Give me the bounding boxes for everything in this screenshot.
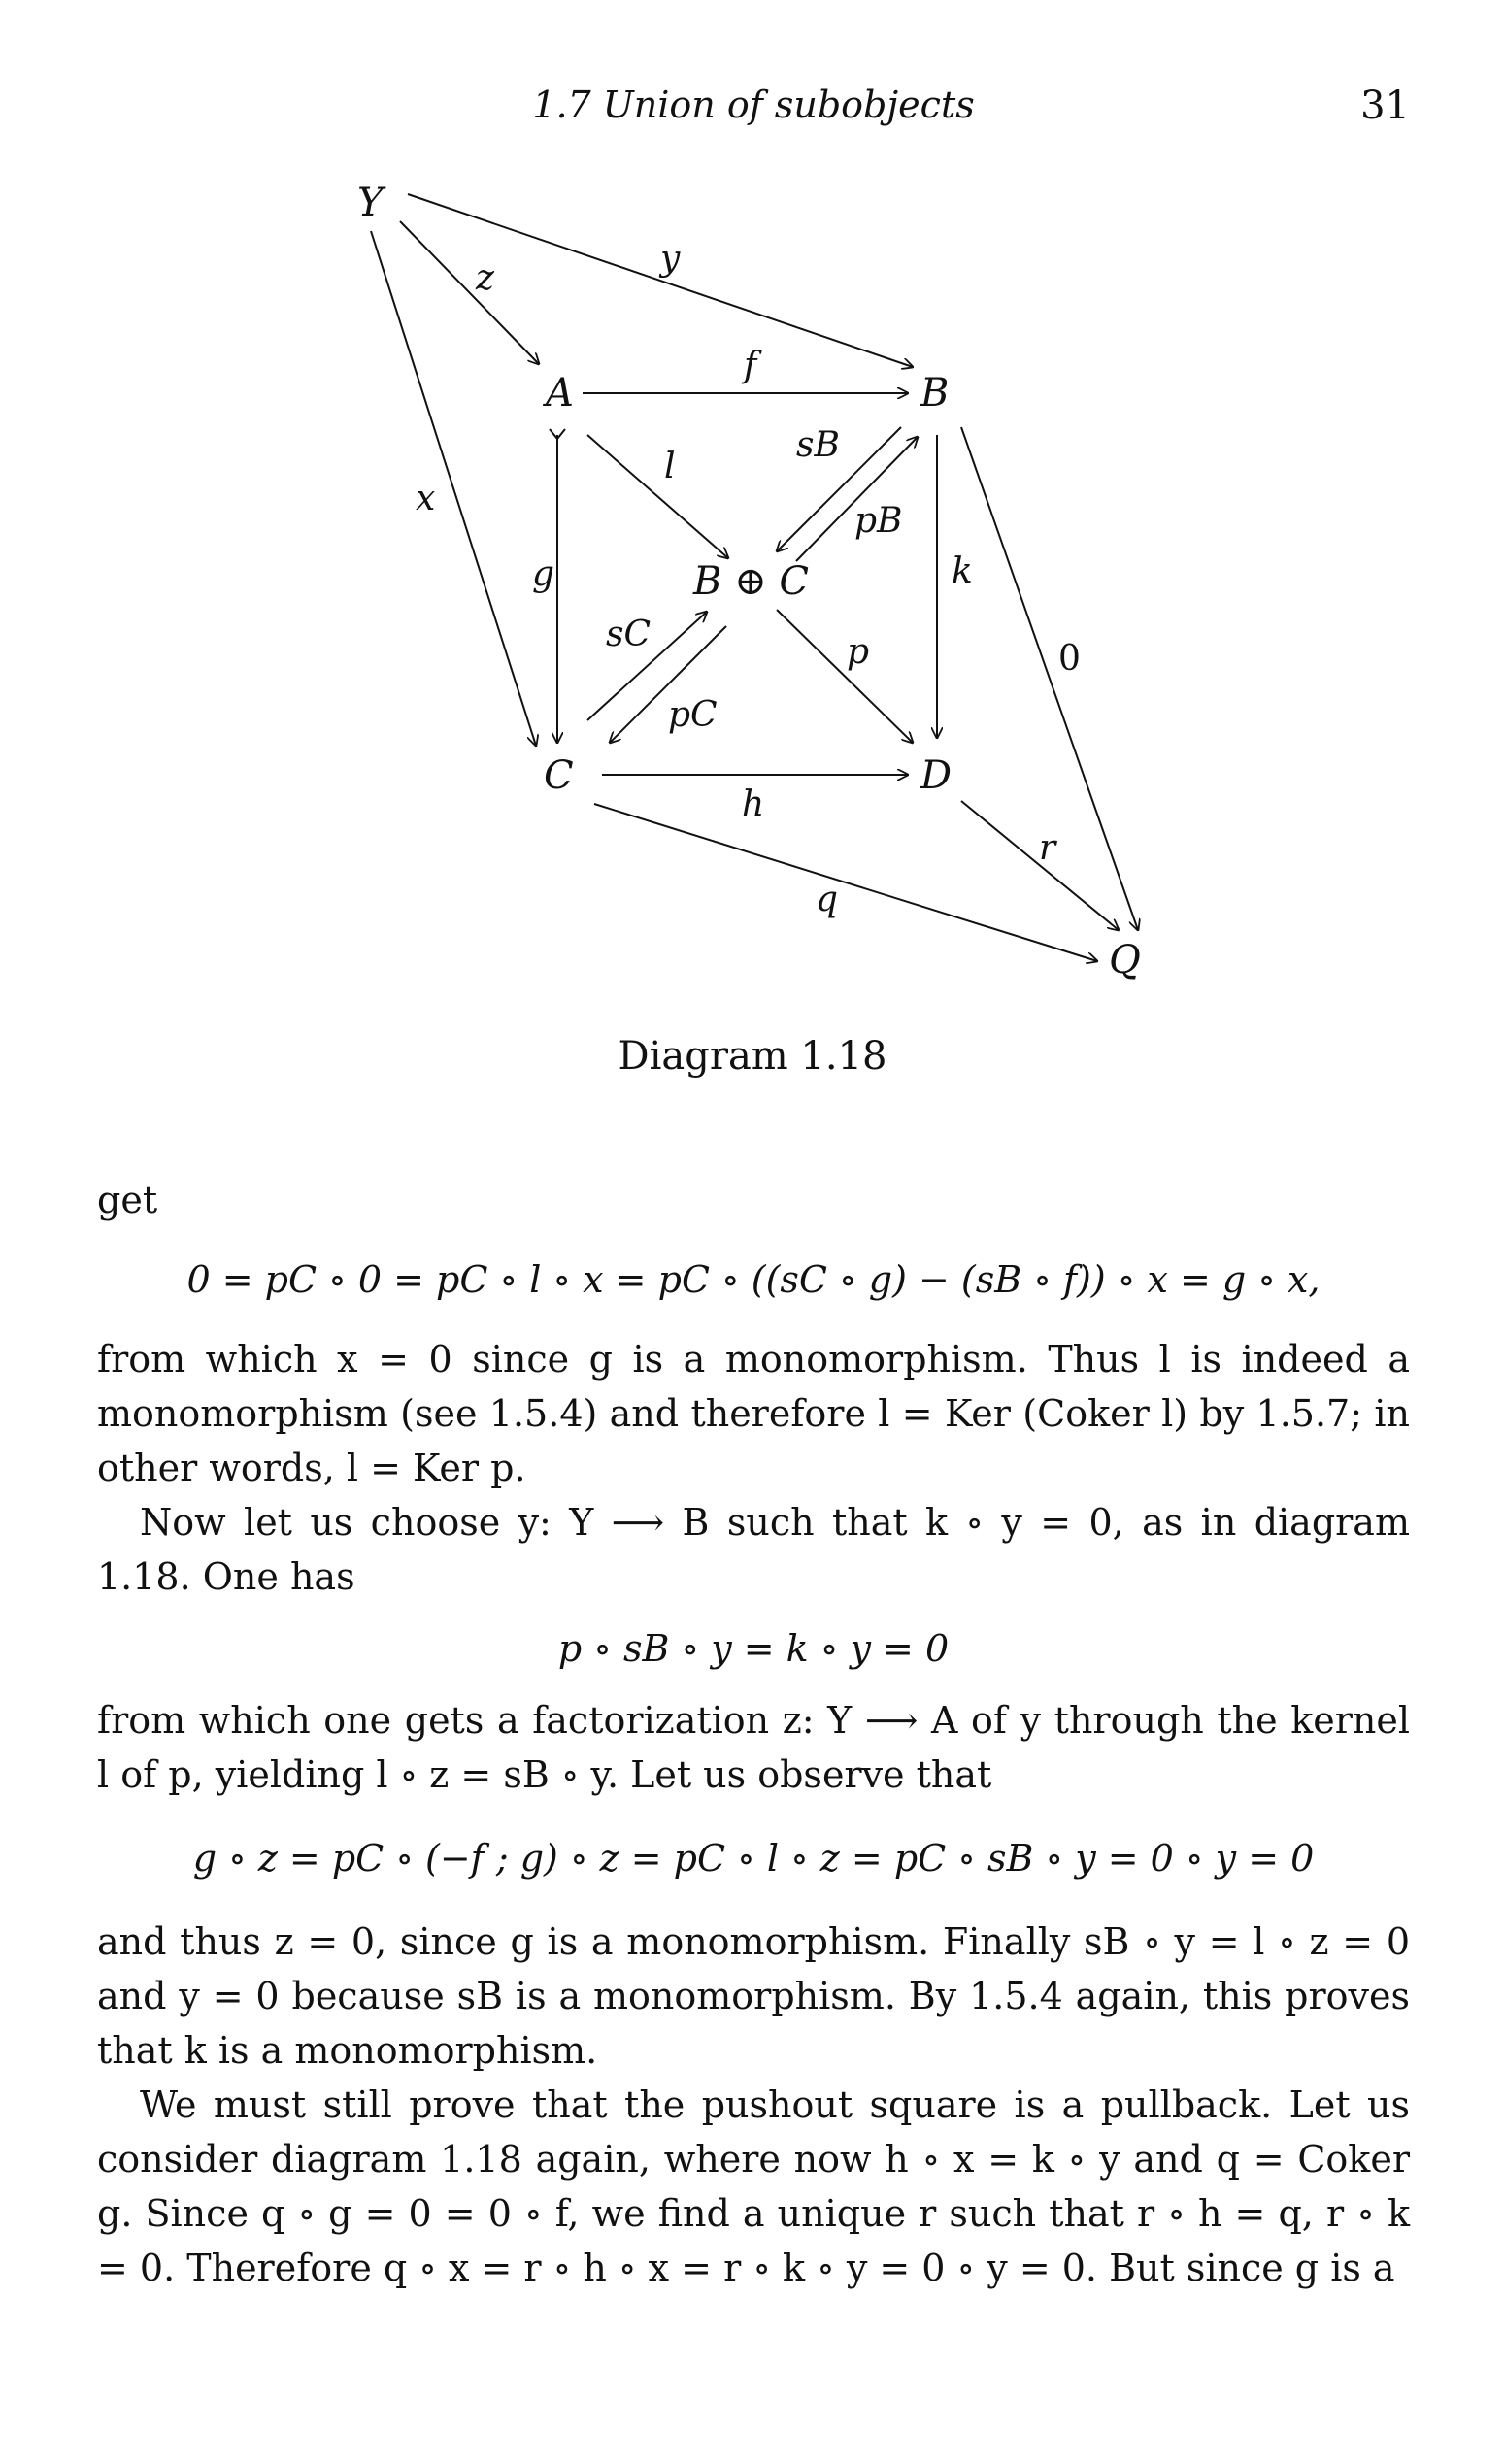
label-p: p (847, 632, 870, 672)
object-B: B (920, 371, 950, 416)
body-text (97, 1173, 1410, 2295)
label-sC: sC (606, 615, 652, 654)
commutative-diagram (0, 0, 1505, 1029)
object-BC: B ⊕ C (693, 559, 809, 604)
label-pB: pB (854, 501, 903, 541)
label-x: x (416, 479, 436, 518)
label-g: g (532, 554, 555, 594)
page-number: 31 (1360, 83, 1410, 128)
paragraph-4: from which one gets a factorization z: Y ⟶ A of y through the kernel l of p, yielding l ∘ z = sB ∘ y. Let us observe that (97, 1699, 1410, 1796)
label-zero: 0 (1058, 639, 1081, 679)
arrow-q (594, 804, 1097, 961)
equation-3: g ∘ z = pC ∘ (−f ; g) ∘ z = pC ∘ l ∘ z = pC ∘ sB ∘ y = 0 ∘ y = 0 (192, 1837, 1315, 1880)
label-pC: pC (668, 695, 718, 735)
label-sB: sB (796, 425, 840, 465)
arrow-z (400, 221, 539, 364)
arrow-x (371, 231, 536, 746)
label-y: y (660, 239, 681, 279)
label-z: z (476, 258, 494, 298)
paragraph-3: Now let us choose y: Y ⟶ B such that k ∘ y = 0, as in diagram 1.18. One has (97, 1501, 1410, 1598)
object-C: C (544, 753, 574, 798)
equation-1: 0 = pC ∘ 0 = pC ∘ l ∘ x = pC ∘ ((sC ∘ g) − (sB ∘ f)) ∘ x = g ∘ x, (186, 1258, 1321, 1301)
arrow-l (587, 435, 728, 558)
paragraph-2: from which x = 0 since g is a monomorphism. Thus l is indeed a monomorphism (see 1.5.4) and therefore l = Ker (Coker l) by 1.5.7; in other words, l = Ker p. (97, 1338, 1410, 1489)
object-D: D (920, 753, 953, 798)
label-l: l (664, 447, 676, 486)
paragraph-5: and thus z = 0, since g is a monomorphism. Finally sB ∘ y = l ∘ z = 0 and y = 0 because sB is a monomorphism. By 1.5.4 again, this proves that k is a monomorphism. (97, 1920, 1410, 2072)
label-k: k (952, 551, 973, 591)
paragraph-6: We must still prove that the pushout square is a pullback. Let us consider diagram 1.18 again, where now h ∘ x = k ∘ y and q = Coker g. Since q ∘ g = 0 = 0 ∘ f, we find a unique r such that r ∘ h = q, r ∘ k = 0. Therefore q ∘ x = r ∘ h ∘ x = r ∘ k ∘ y = 0 ∘ y = 0. But since g is a (97, 2083, 1410, 2289)
diagram-caption: Diagram 1.18 (618, 1034, 887, 1079)
mono-tail-g (550, 429, 565, 439)
label-h: h (742, 784, 765, 824)
equation-2: p ∘ sB ∘ y = k ∘ y = 0 (557, 1627, 950, 1670)
label-r: r (1039, 828, 1056, 868)
label-f: f (744, 346, 757, 385)
arrow-p (777, 610, 913, 743)
object-Q: Q (1109, 938, 1141, 982)
object-Y: Y (357, 181, 384, 225)
running-title: 1.7 Union of subobjects (532, 83, 975, 126)
object-A: A (546, 371, 574, 416)
paragraph-get: get (97, 1179, 158, 1221)
label-q: q (816, 880, 839, 919)
